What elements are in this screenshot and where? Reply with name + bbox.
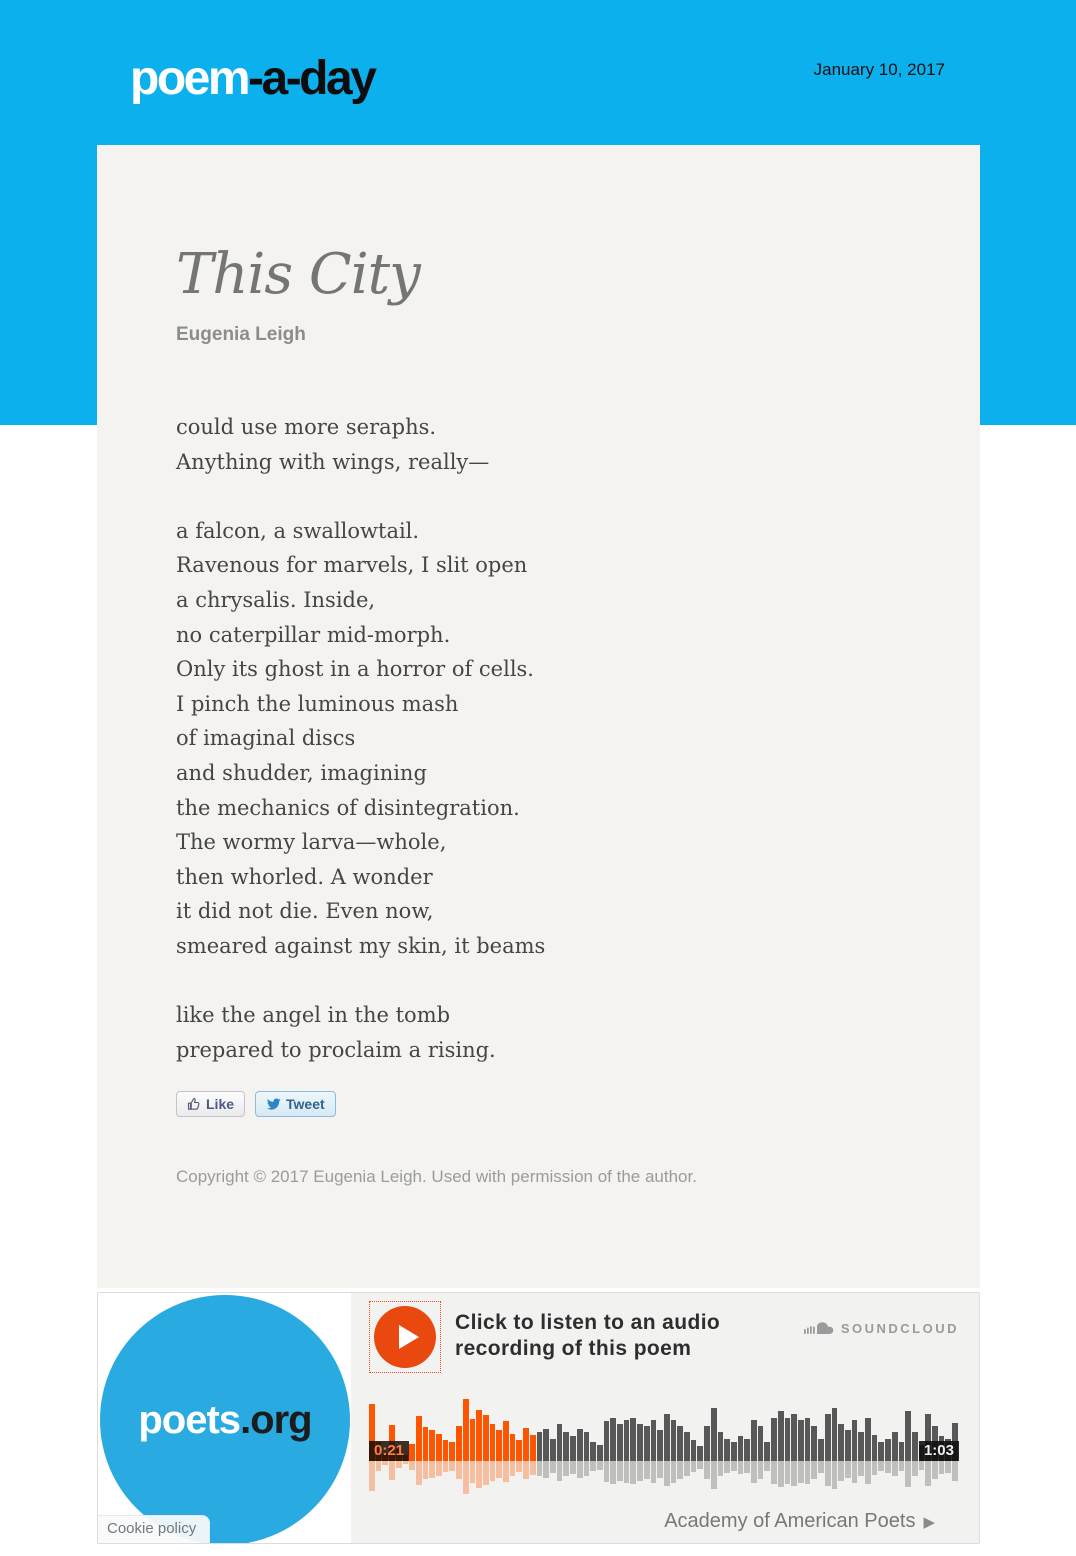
waveform-bar (423, 1397, 429, 1497)
waveform-bar (604, 1397, 610, 1497)
waveform-bar (597, 1397, 603, 1497)
twitter-tweet-button[interactable] (255, 1091, 336, 1117)
play-icon (399, 1325, 419, 1349)
waveform-bar (503, 1397, 509, 1497)
poem-line: smeared against my skin, it beams (176, 933, 546, 958)
waveform-bar (892, 1397, 898, 1497)
logo-text-a-day: -a-day (248, 52, 375, 105)
waveform-bar (610, 1397, 616, 1497)
waveform-bar (584, 1397, 590, 1497)
twitter-bird-icon (266, 1098, 281, 1111)
duration-time-chip: 1:03 (919, 1441, 959, 1461)
poem-line: and shudder, imagining (176, 760, 427, 785)
waveform-bar (825, 1397, 831, 1497)
waveform-bar (530, 1397, 536, 1497)
poets-org-panel (98, 1293, 351, 1543)
play-button[interactable] (369, 1301, 441, 1373)
attribution-arrow-icon: ▶ (923, 1513, 935, 1531)
poem-line: the mechanics of disintegration. (176, 795, 520, 820)
poem-line: a chrysalis. Inside, (176, 587, 376, 612)
waveform-bar (557, 1397, 563, 1497)
attribution-link[interactable] (664, 1510, 935, 1533)
copyright-line: Copyright © 2017 Eugenia Leigh. Used with permission of the author. (176, 1167, 697, 1187)
waveform-bar (510, 1397, 516, 1497)
poem-line: prepared to proclaim a rising. (176, 1037, 496, 1062)
waveform-bar (758, 1397, 764, 1497)
waveform-bar (778, 1397, 784, 1497)
waveform-bar (456, 1397, 462, 1497)
poem-line: Anything with wings, really— (176, 449, 490, 474)
waveform-bar (858, 1397, 864, 1497)
waveform-bar (677, 1397, 683, 1497)
poem-line: it did not die. Even now, (176, 899, 434, 924)
tweet-label: Tweet (286, 1096, 325, 1113)
waveform-bar (912, 1397, 918, 1497)
waveform-bar (738, 1397, 744, 1497)
waveform-bar (791, 1397, 797, 1497)
poem-body (176, 410, 920, 1067)
thumbs-up-icon (187, 1097, 201, 1111)
waveform-bar (563, 1397, 569, 1497)
poem-stanza (176, 998, 920, 1067)
waveform-bar (697, 1397, 703, 1497)
waveform-bar (416, 1397, 422, 1497)
waveform-bar (664, 1397, 670, 1497)
waveform-bar (731, 1397, 737, 1497)
waveform-bar (651, 1397, 657, 1497)
waveform-bar (805, 1397, 811, 1497)
waveform-bar (832, 1397, 838, 1497)
poets-org-text-white: poets (138, 1397, 241, 1442)
waveform-bar (704, 1397, 710, 1497)
poets-org-logo[interactable] (100, 1295, 350, 1544)
waveform-bar (852, 1397, 858, 1497)
waveform-bar (899, 1397, 905, 1497)
waveform-bar (537, 1397, 543, 1497)
waveform-bar (744, 1397, 750, 1497)
poem-stanza (176, 514, 920, 964)
waveform-bar (476, 1397, 482, 1497)
player-panel (351, 1293, 979, 1543)
waveform-bar (718, 1397, 724, 1497)
waveform-bar (751, 1397, 757, 1497)
soundcloud-player-widget (97, 1292, 980, 1544)
waveform-bar (429, 1397, 435, 1497)
waveform-bar (577, 1397, 583, 1497)
waveform-bar (872, 1397, 878, 1497)
soundcloud-logo[interactable] (804, 1319, 959, 1337)
waveform-bar (818, 1397, 824, 1497)
waveform-seekbar[interactable] (369, 1397, 959, 1497)
waveform-bar (644, 1397, 650, 1497)
logo-text-poem: poem (130, 52, 249, 105)
soundcloud-label: SOUNDCLOUD (840, 1320, 959, 1336)
waveform-bar (798, 1397, 804, 1497)
waveform-bar (483, 1397, 489, 1497)
waveform-bar (436, 1397, 442, 1497)
waveform-bar (409, 1397, 415, 1497)
issue-date: January 10, 2017 (813, 60, 945, 79)
poem-line: of imaginal discs (176, 726, 356, 751)
waveform-bar (905, 1397, 911, 1497)
poem-line: could use more seraphs. (176, 415, 437, 439)
share-buttons-row (176, 1091, 920, 1117)
poem-line: no caterpillar mid-morph. (176, 622, 451, 647)
poem-stanza (176, 410, 920, 479)
poem-line: Ravenous for marvels, I slit open (176, 553, 528, 578)
poem-card (97, 145, 980, 1288)
waveform-bar (657, 1397, 663, 1497)
waveform-bar (811, 1397, 817, 1497)
waveform-bar (637, 1397, 643, 1497)
poem-line: then whorled. A wonder (176, 864, 433, 889)
waveform-bar (463, 1397, 469, 1497)
facebook-like-button[interactable] (176, 1091, 245, 1117)
waveform-bar (570, 1397, 576, 1497)
play-circle (374, 1306, 436, 1368)
attribution-label: Academy of American Poets (664, 1510, 916, 1532)
waveform-bar (865, 1397, 871, 1497)
waveform-bar (878, 1397, 884, 1497)
waveform-bar (516, 1397, 522, 1497)
poets-org-text-black: .org (240, 1397, 312, 1442)
waveform-bar (684, 1397, 690, 1497)
waveform-bar (496, 1397, 502, 1497)
waveform-bar (885, 1397, 891, 1497)
waveform-bar (449, 1397, 455, 1497)
poem-line: The wormy larva—whole, (176, 830, 447, 855)
poem-line: a falcon, a swallowtail. (176, 518, 420, 543)
waveform-bar (630, 1397, 636, 1497)
like-label: Like (206, 1096, 235, 1113)
poem-line: I pinch the luminous mash (176, 691, 459, 716)
waveform-bar (845, 1397, 851, 1497)
waveform-bar (543, 1397, 549, 1497)
waveform-bar (785, 1397, 791, 1497)
listen-headline: Click to listen to an audio recording of this poem (455, 1311, 721, 1360)
waveform-bar (523, 1397, 529, 1497)
cookie-policy-link[interactable]: Cookie policy (98, 1515, 210, 1543)
waveform-bar (711, 1397, 717, 1497)
waveform-bar (617, 1397, 623, 1497)
waveform-bar (624, 1397, 630, 1497)
elapsed-time-chip: 0:21 (369, 1441, 409, 1461)
waveform-bar (590, 1397, 596, 1497)
poem-author: Eugenia Leigh (176, 324, 306, 345)
poem-line: like the angel in the tomb (176, 1003, 451, 1028)
waveform-bar (671, 1397, 677, 1497)
waveform-bar (490, 1397, 496, 1497)
waveform-bar (691, 1397, 697, 1497)
waveform-bar (724, 1397, 730, 1497)
waveform-bar (443, 1397, 449, 1497)
poets-org-logo-text (138, 1398, 311, 1443)
waveform-bar (470, 1397, 476, 1497)
waveform-bar (550, 1397, 556, 1497)
poem-title: This City (176, 242, 420, 307)
poem-line: Only its ghost in a horror of cells. (176, 657, 534, 682)
soundcloud-cloud-icon (804, 1319, 834, 1337)
waveform-bar (764, 1397, 770, 1497)
poem-a-day-logo (130, 51, 374, 106)
waveform-bar (771, 1397, 777, 1497)
waveform-bar (838, 1397, 844, 1497)
